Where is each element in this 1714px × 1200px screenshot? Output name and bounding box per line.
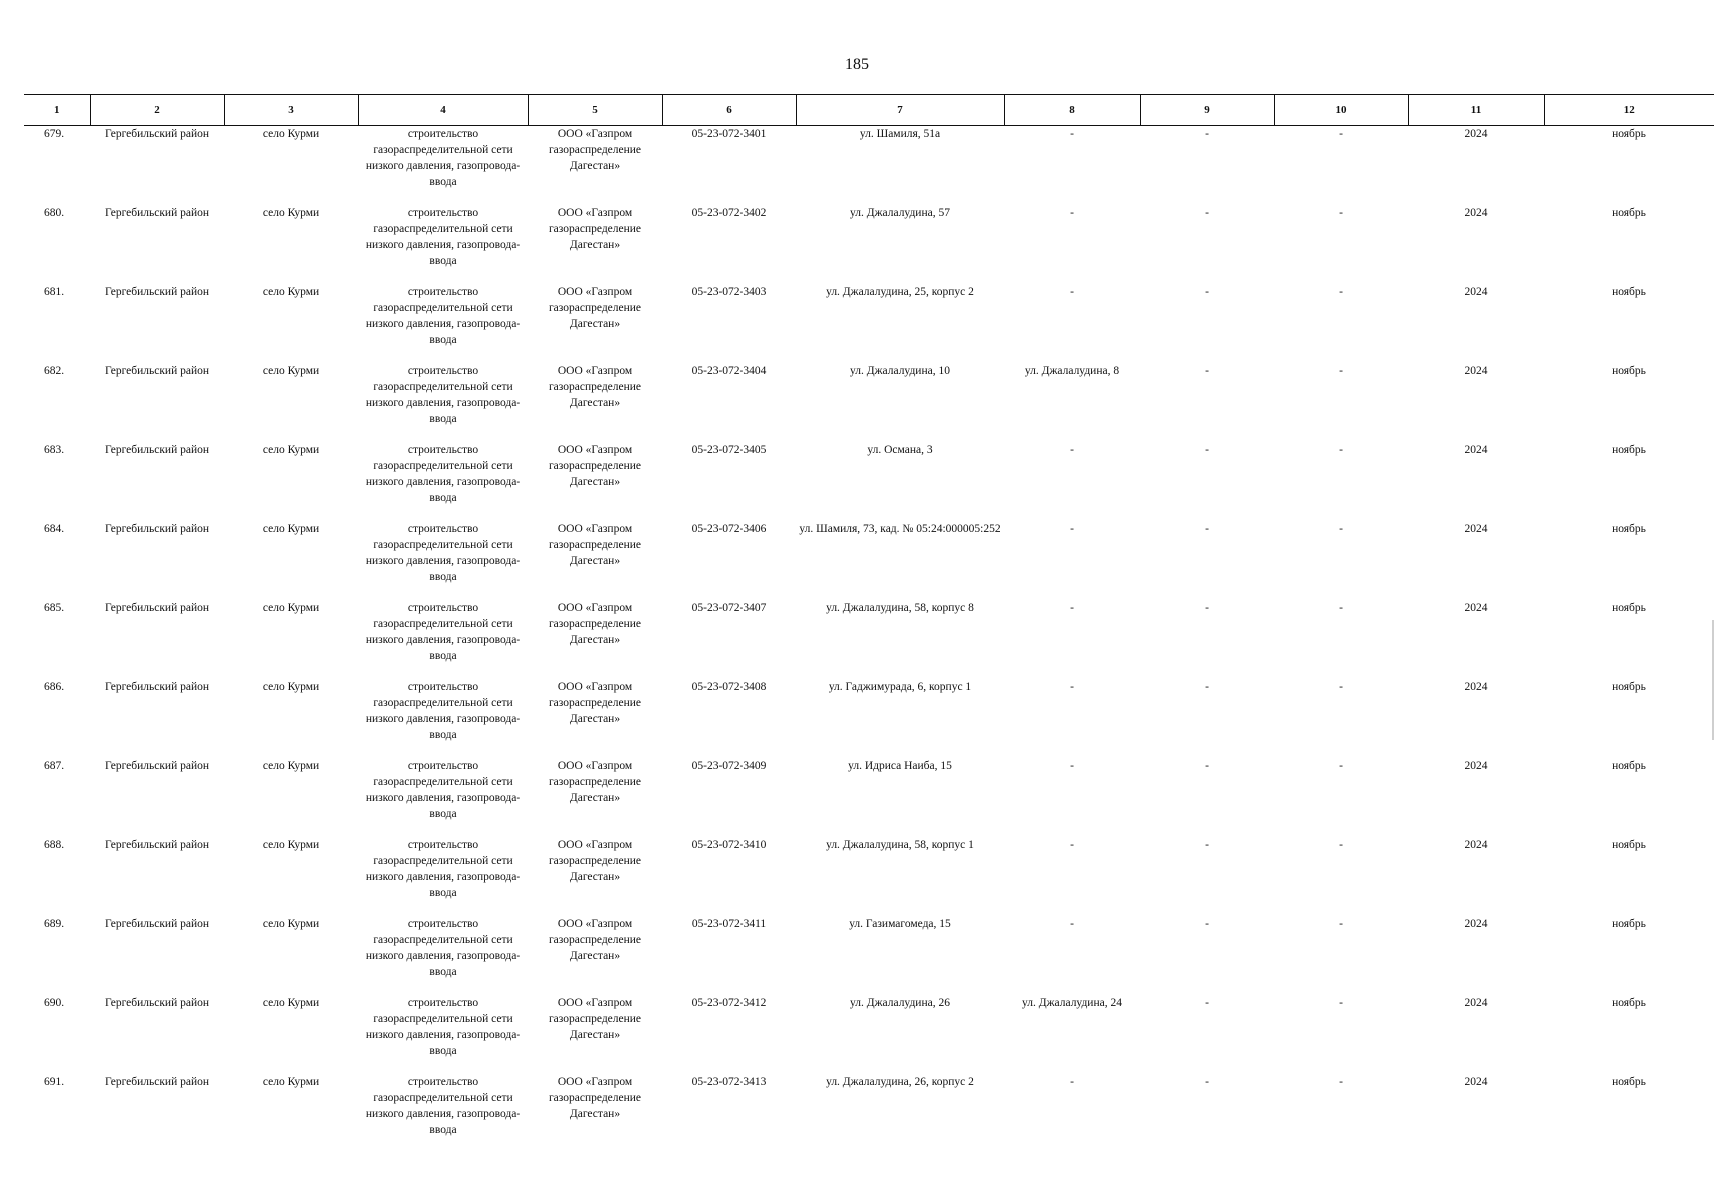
- object-code-cell: 05-23-072-3404: [691, 365, 767, 377]
- district-cell: Гергебильский район: [104, 602, 210, 614]
- year-cell: 2024: [1464, 365, 1488, 377]
- row-number: 691.: [44, 1076, 65, 1088]
- district-cell: Гергебильский район: [104, 444, 210, 456]
- month-cell: ноябрь: [1612, 760, 1646, 772]
- gas-network-table: [24, 94, 1714, 1153]
- table-row: [24, 442, 1714, 521]
- column-8-cell: ул. Джалалудина, 8: [1024, 365, 1120, 377]
- year-cell: 2024: [1464, 997, 1488, 1009]
- table-row: [24, 126, 1714, 206]
- column-9-cell: -: [1205, 1076, 1209, 1088]
- column-9-cell: -: [1205, 444, 1209, 456]
- settlement-cell: село Курми: [262, 128, 320, 140]
- column-header: 8: [1004, 95, 1140, 126]
- row-number: 680.: [44, 207, 65, 219]
- table-row: [24, 205, 1714, 284]
- column-8-cell: -: [1070, 128, 1074, 140]
- column-header: 1: [24, 95, 90, 126]
- year-cell: 2024: [1464, 681, 1488, 693]
- column-9-cell: -: [1205, 365, 1209, 377]
- year-cell: 2024: [1464, 839, 1488, 851]
- column-10-cell: -: [1339, 128, 1343, 140]
- column-10-cell: -: [1339, 286, 1343, 298]
- column-header: 9: [1140, 95, 1274, 126]
- settlement-cell: село Курми: [262, 1076, 320, 1088]
- work-description-cell: строительство газораспределительной сети низкого давления, газопровода-ввода: [365, 918, 521, 978]
- year-cell: 2024: [1464, 444, 1488, 456]
- column-8-cell: -: [1070, 760, 1074, 772]
- month-cell: ноябрь: [1612, 207, 1646, 219]
- organization-cell: ООО «Газпром газораспределение Дагестан»: [548, 602, 642, 646]
- organization-cell: ООО «Газпром газораспределение Дагестан»: [548, 365, 642, 409]
- column-9-cell: -: [1205, 207, 1209, 219]
- organization-cell: ООО «Газпром газораспределение Дагестан»: [548, 523, 642, 567]
- district-cell: Гергебильский район: [104, 681, 210, 693]
- table-row: [24, 363, 1714, 442]
- month-cell: ноябрь: [1612, 918, 1646, 930]
- month-cell: ноябрь: [1612, 839, 1646, 851]
- page-number: 185: [845, 56, 869, 73]
- month-cell: ноябрь: [1612, 997, 1646, 1009]
- column-header: 11: [1408, 95, 1544, 126]
- year-cell: 2024: [1464, 286, 1488, 298]
- settlement-cell: село Курми: [262, 523, 320, 535]
- row-number: 683.: [44, 444, 65, 456]
- column-10-cell: -: [1339, 997, 1343, 1009]
- column-9-cell: -: [1205, 760, 1209, 772]
- column-10-cell: -: [1339, 444, 1343, 456]
- column-8-cell: -: [1070, 681, 1074, 693]
- column-10-cell: -: [1339, 207, 1343, 219]
- work-description-cell: строительство газораспределительной сети низкого давления, газопровода-ввода: [365, 128, 521, 188]
- organization-cell: ООО «Газпром газораспределение Дагестан»: [548, 839, 642, 883]
- column-header: 3: [224, 95, 358, 126]
- work-description-cell: строительство газораспределительной сети низкого давления, газопровода-ввода: [365, 997, 521, 1057]
- column-10-cell: -: [1339, 760, 1343, 772]
- column-10-cell: -: [1339, 523, 1343, 535]
- object-code-cell: 05-23-072-3403: [691, 286, 767, 298]
- object-code-cell: 05-23-072-3412: [691, 997, 767, 1009]
- work-description-cell: строительство газораспределительной сети низкого давления, газопровода-ввода: [365, 602, 521, 662]
- object-code-cell: 05-23-072-3405: [691, 444, 767, 456]
- organization-cell: ООО «Газпром газораспределение Дагестан»: [548, 1076, 642, 1120]
- table-row: [24, 679, 1714, 758]
- address-cell: ул. Джалалудина, 25, корпус 2: [826, 286, 974, 298]
- work-description-cell: строительство газораспределительной сети низкого давления, газопровода-ввода: [365, 760, 521, 820]
- settlement-cell: село Курми: [262, 760, 320, 772]
- object-code-cell: 05-23-072-3402: [691, 207, 767, 219]
- column-9-cell: -: [1205, 839, 1209, 851]
- address-cell: ул. Гаджимурада, 6, корпус 1: [828, 681, 972, 693]
- row-number: 687.: [44, 760, 65, 772]
- settlement-cell: село Курми: [262, 286, 320, 298]
- organization-cell: ООО «Газпром газораспределение Дагестан»: [548, 207, 642, 251]
- column-header: 5: [528, 95, 662, 126]
- year-cell: 2024: [1464, 1076, 1488, 1088]
- column-8-cell: -: [1070, 918, 1074, 930]
- organization-cell: ООО «Газпром газораспределение Дагестан»: [548, 444, 642, 488]
- column-10-cell: -: [1339, 918, 1343, 930]
- settlement-cell: село Курми: [262, 839, 320, 851]
- row-number: 685.: [44, 602, 65, 614]
- table-body: [24, 126, 1714, 1154]
- column-header: 2: [90, 95, 224, 126]
- month-cell: ноябрь: [1612, 602, 1646, 614]
- column-header: 10: [1274, 95, 1408, 126]
- column-8-cell: ул. Джалалудина, 24: [1022, 997, 1122, 1009]
- object-code-cell: 05-23-072-3413: [691, 1076, 767, 1088]
- column-8-cell: -: [1070, 523, 1074, 535]
- table-row: [24, 1074, 1714, 1153]
- object-code-cell: 05-23-072-3407: [691, 602, 767, 614]
- district-cell: Гергебильский район: [104, 997, 210, 1009]
- organization-cell: ООО «Газпром газораспределение Дагестан»: [548, 128, 642, 172]
- column-8-cell: -: [1070, 839, 1074, 851]
- work-description-cell: строительство газораспределительной сети низкого давления, газопровода-ввода: [365, 1076, 521, 1136]
- district-cell: Гергебильский район: [104, 207, 210, 219]
- district-cell: Гергебильский район: [104, 918, 210, 930]
- column-8-cell: -: [1070, 207, 1074, 219]
- district-cell: Гергебильский район: [104, 286, 210, 298]
- year-cell: 2024: [1464, 602, 1488, 614]
- column-number-header-row: [24, 95, 1714, 126]
- settlement-cell: село Курми: [262, 207, 320, 219]
- year-cell: 2024: [1464, 128, 1488, 140]
- column-9-cell: -: [1205, 286, 1209, 298]
- address-cell: ул. Джалалудина, 58, корпус 1: [826, 839, 974, 851]
- work-description-cell: строительство газораспределительной сети низкого давления, газопровода-ввода: [365, 444, 521, 504]
- object-code-cell: 05-23-072-3409: [691, 760, 767, 772]
- work-description-cell: строительство газораспределительной сети низкого давления, газопровода-ввода: [365, 681, 521, 741]
- organization-cell: ООО «Газпром газораспределение Дагестан»: [548, 760, 642, 804]
- settlement-cell: село Курми: [262, 681, 320, 693]
- column-9-cell: -: [1205, 997, 1209, 1009]
- column-9-cell: -: [1205, 918, 1209, 930]
- table-row: [24, 758, 1714, 837]
- column-8-cell: -: [1070, 1076, 1074, 1088]
- row-number: 681.: [44, 286, 65, 298]
- column-10-cell: -: [1339, 602, 1343, 614]
- object-code-cell: 05-23-072-3401: [691, 128, 767, 140]
- row-number: 689.: [44, 918, 65, 930]
- month-cell: ноябрь: [1612, 286, 1646, 298]
- organization-cell: ООО «Газпром газораспределение Дагестан»: [548, 286, 642, 330]
- work-description-cell: строительство газораспределительной сети низкого давления, газопровода-ввода: [365, 523, 521, 583]
- month-cell: ноябрь: [1612, 681, 1646, 693]
- row-number: 688.: [44, 839, 65, 851]
- address-cell: ул. Джалалудина, 26: [850, 997, 950, 1009]
- year-cell: 2024: [1464, 523, 1488, 535]
- column-9-cell: -: [1205, 128, 1209, 140]
- table-row: [24, 600, 1714, 679]
- address-cell: ул. Шамиля, 51а: [859, 128, 941, 140]
- settlement-cell: село Курми: [262, 444, 320, 456]
- column-9-cell: -: [1205, 523, 1209, 535]
- table-row: [24, 916, 1714, 995]
- organization-cell: ООО «Газпром газораспределение Дагестан»: [548, 918, 642, 962]
- column-header: 7: [796, 95, 1004, 126]
- object-code-cell: 05-23-072-3406: [691, 523, 767, 535]
- month-cell: ноябрь: [1612, 1076, 1646, 1088]
- column-header: 4: [358, 95, 528, 126]
- row-number: 682.: [44, 365, 65, 377]
- year-cell: 2024: [1464, 918, 1488, 930]
- month-cell: ноябрь: [1612, 365, 1646, 377]
- work-description-cell: строительство газораспределительной сети низкого давления, газопровода-ввода: [365, 286, 521, 346]
- column-10-cell: -: [1339, 1076, 1343, 1088]
- organization-cell: ООО «Газпром газораспределение Дагестан»: [548, 681, 642, 725]
- district-cell: Гергебильский район: [104, 128, 210, 140]
- row-number: 684.: [44, 523, 65, 535]
- settlement-cell: село Курми: [262, 365, 320, 377]
- row-number: 690.: [44, 997, 65, 1009]
- column-9-cell: -: [1205, 602, 1209, 614]
- organization-cell: ООО «Газпром газораспределение Дагестан»: [548, 997, 642, 1041]
- address-cell: ул. Джалалудина, 10: [850, 365, 950, 377]
- table-row: [24, 995, 1714, 1074]
- column-10-cell: -: [1339, 681, 1343, 693]
- column-10-cell: -: [1339, 365, 1343, 377]
- column-10-cell: -: [1339, 839, 1343, 851]
- district-cell: Гергебильский район: [104, 1076, 210, 1088]
- settlement-cell: село Курми: [262, 997, 320, 1009]
- object-code-cell: 05-23-072-3410: [691, 839, 767, 851]
- district-cell: Гергебильский район: [104, 365, 210, 377]
- district-cell: Гергебильский район: [104, 839, 210, 851]
- column-header: 12: [1544, 95, 1714, 126]
- row-number: 679.: [44, 128, 65, 140]
- work-description-cell: строительство газораспределительной сети низкого давления, газопровода-ввода: [365, 839, 521, 899]
- column-9-cell: -: [1205, 681, 1209, 693]
- month-cell: ноябрь: [1612, 523, 1646, 535]
- address-cell: ул. Идриса Наиба, 15: [848, 760, 952, 772]
- column-8-cell: -: [1070, 602, 1074, 614]
- object-code-cell: 05-23-072-3411: [691, 918, 767, 930]
- settlement-cell: село Курми: [262, 918, 320, 930]
- address-cell: ул. Османа, 3: [867, 444, 933, 456]
- work-description-cell: строительство газораспределительной сети низкого давления, газопровода-ввода: [365, 207, 521, 267]
- settlement-cell: село Курми: [262, 602, 320, 614]
- year-cell: 2024: [1464, 207, 1488, 219]
- object-code-cell: 05-23-072-3408: [691, 681, 767, 693]
- row-number: 686.: [44, 681, 65, 693]
- address-cell: ул. Шамиля, 73, кад. № 05:24:000005:252: [799, 523, 1001, 535]
- year-cell: 2024: [1464, 760, 1488, 772]
- address-cell: ул. Газимагомеда, 15: [849, 918, 951, 930]
- column-8-cell: -: [1070, 286, 1074, 298]
- month-cell: ноябрь: [1612, 128, 1646, 140]
- column-header: 6: [662, 95, 796, 126]
- address-cell: ул. Джалалудина, 58, корпус 8: [826, 602, 974, 614]
- address-cell: ул. Джалалудина, 26, корпус 2: [826, 1076, 974, 1088]
- work-description-cell: строительство газораспределительной сети низкого давления, газопровода-ввода: [365, 365, 521, 425]
- district-cell: Гергебильский район: [104, 760, 210, 772]
- address-cell: ул. Джалалудина, 57: [850, 207, 950, 219]
- table-row: [24, 521, 1714, 600]
- column-8-cell: -: [1070, 444, 1074, 456]
- district-cell: Гергебильский район: [104, 523, 210, 535]
- table-row: [24, 837, 1714, 916]
- month-cell: ноябрь: [1612, 444, 1646, 456]
- table-row: [24, 284, 1714, 363]
